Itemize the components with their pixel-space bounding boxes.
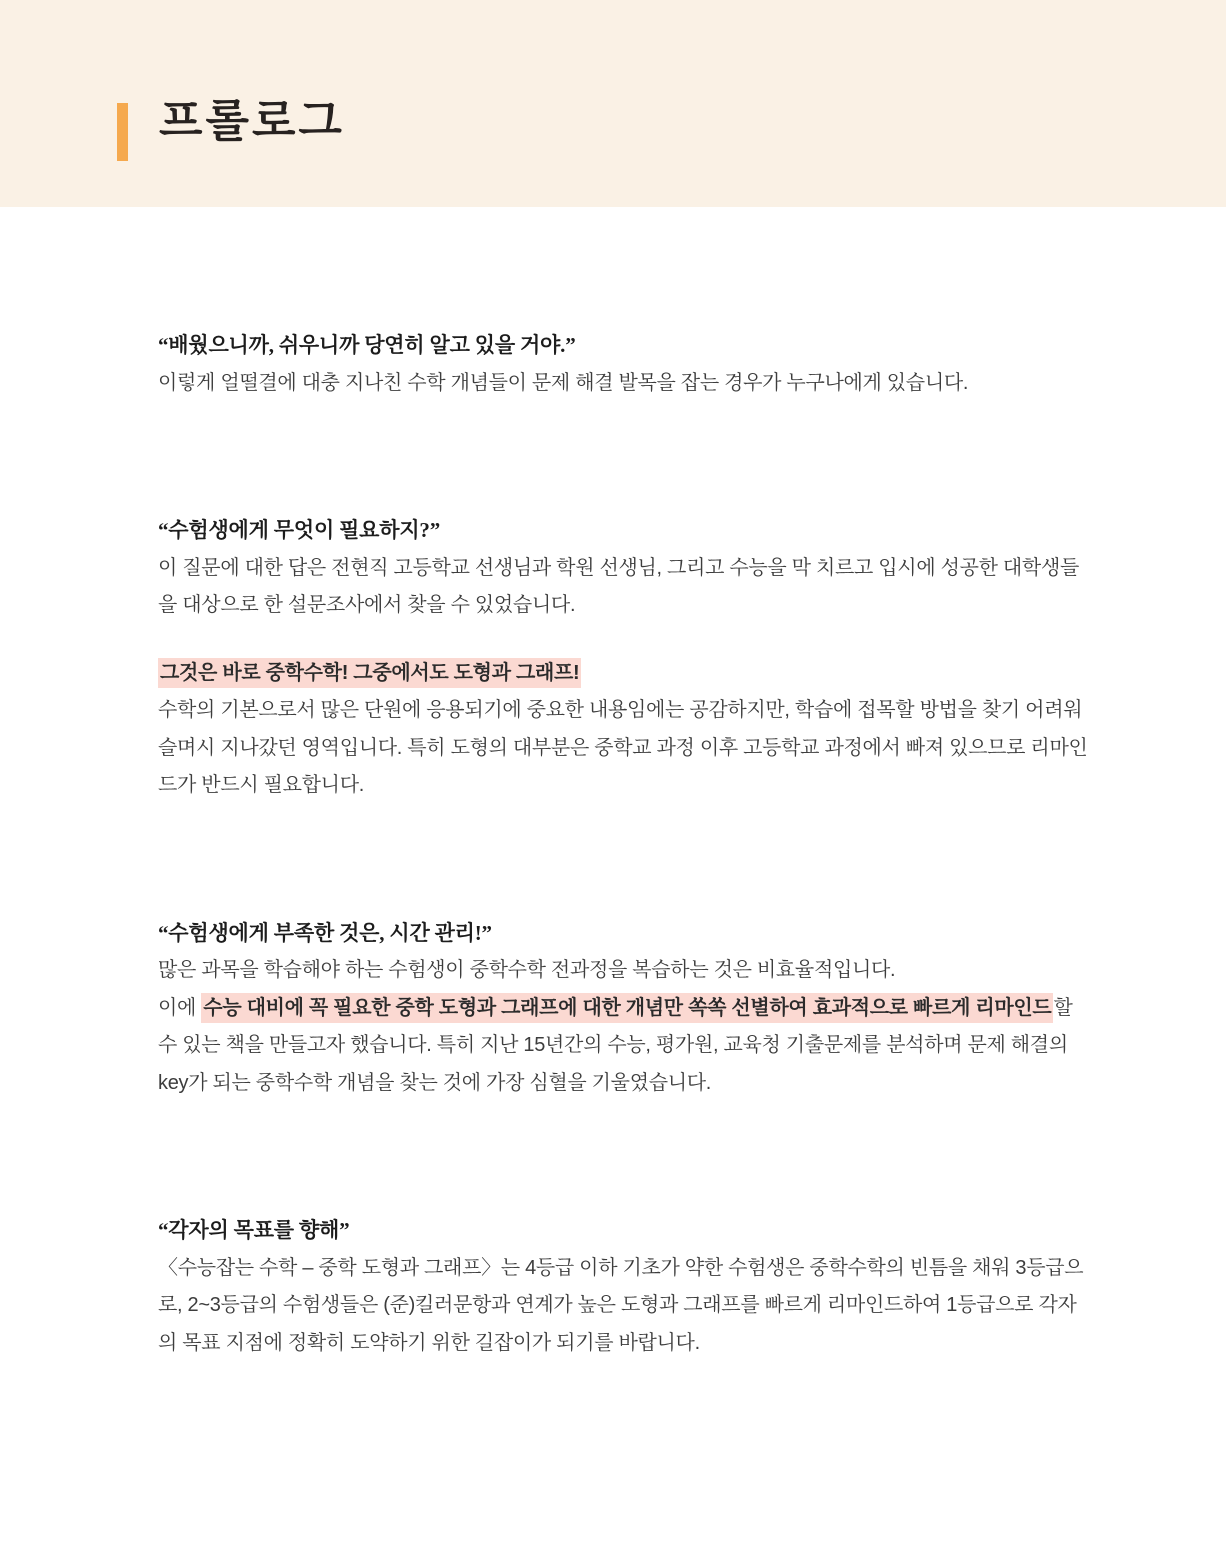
section-headline-line [158,655,1090,693]
prologue-section [158,1212,1090,1362]
section-quote: “수험생에게 무엇이 필요하지?” [158,518,441,542]
section-body [158,1250,1090,1363]
text-run: 많은 과목을 학습해야 하는 수험생이 중학수학 전과정을 복습하는 것은 비효율적입니다. [158,959,896,981]
page-header [0,0,1226,207]
text-run: 수학의 기본으로서 많은 단원에 응용되기에 중요한 내용임에는 공감하지만, 학습에 접목할 방법을 찾기 어려워 슬며시 지나갔던 영역입니다. 특히 도형의 대부분은 중학교 과정 이후 고등학교 과정에서 빠져 있으므로 리마인드가 반드시 필요합니다. [158,699,1088,796]
prologue-section [158,512,1090,625]
section-quote: “각자의 목표를 향해” [158,1218,350,1242]
section-quote: “배웠으니까, 쉬우니까 당연히 알고 있을 거야.” [158,333,576,357]
prologue-section [158,327,1090,402]
title-accent-bar [117,103,128,161]
page-title: 프롤로그 [159,95,345,146]
text-run: 이렇게 얼떨결에 대충 지나친 수학 개념들이 문제 해결 발목을 잡는 경우가 누구나에게 있습니다. [158,371,969,394]
text-run: 〈수능잡는 수학 – 중학 도형과 그래프〉는 4등급 이하 기초가 약한 수험생은 중학수학의 빈틈을 채워 3등급으로, 2~3등급의 수험생들은 (준)킬러문항과 연계가 높은 도형과 그래프를 빠르게 리마인드하여 1등급으로 각자의 목표 지점에 정확히 도약하기 위한 길잡이가 되기를 바랍니다. [158,1256,1084,1354]
section-body [158,550,1090,625]
section-quote: “수험생에게 부족한 것은, 시간 관리!” [158,920,492,945]
section-body [158,692,1090,805]
text-run: 할 수 있는 책을 만들고자 했습니다. 특히 지난 15년간의 수능, 평가원, 교육청 기출문제를 분석하며 문제 해결의 key가 되는 중학수학 개념을 찾는 것에 가장 심혈을 기울였습니다. [158,996,1073,1094]
highlighted-text-run: 수능 대비에 꼭 필요한 중학 도형과 그래프에 대한 개념만 쏙쏙 선별하여 효과적으로 빠르게 리마인드 [201,993,1053,1023]
section-body [158,952,1090,1102]
text-run: 이 질문에 대한 답은 전현직 고등학교 선생님과 학원 선생님, 그리고 수능을 막 치르고 입시에 성공한 대학생들을 대상으로 한 설문조사에서 찾을 수 있었습니다. [158,556,1079,616]
prologue-content [158,327,1090,1362]
prologue-section [158,655,1090,805]
section-body [158,365,1090,403]
highlighted-headline: 그것은 바로 중학수학! 그중에서도 도형과 그래프! [158,658,581,688]
text-run: 이에 [158,996,202,1019]
prologue-section [158,915,1090,1103]
